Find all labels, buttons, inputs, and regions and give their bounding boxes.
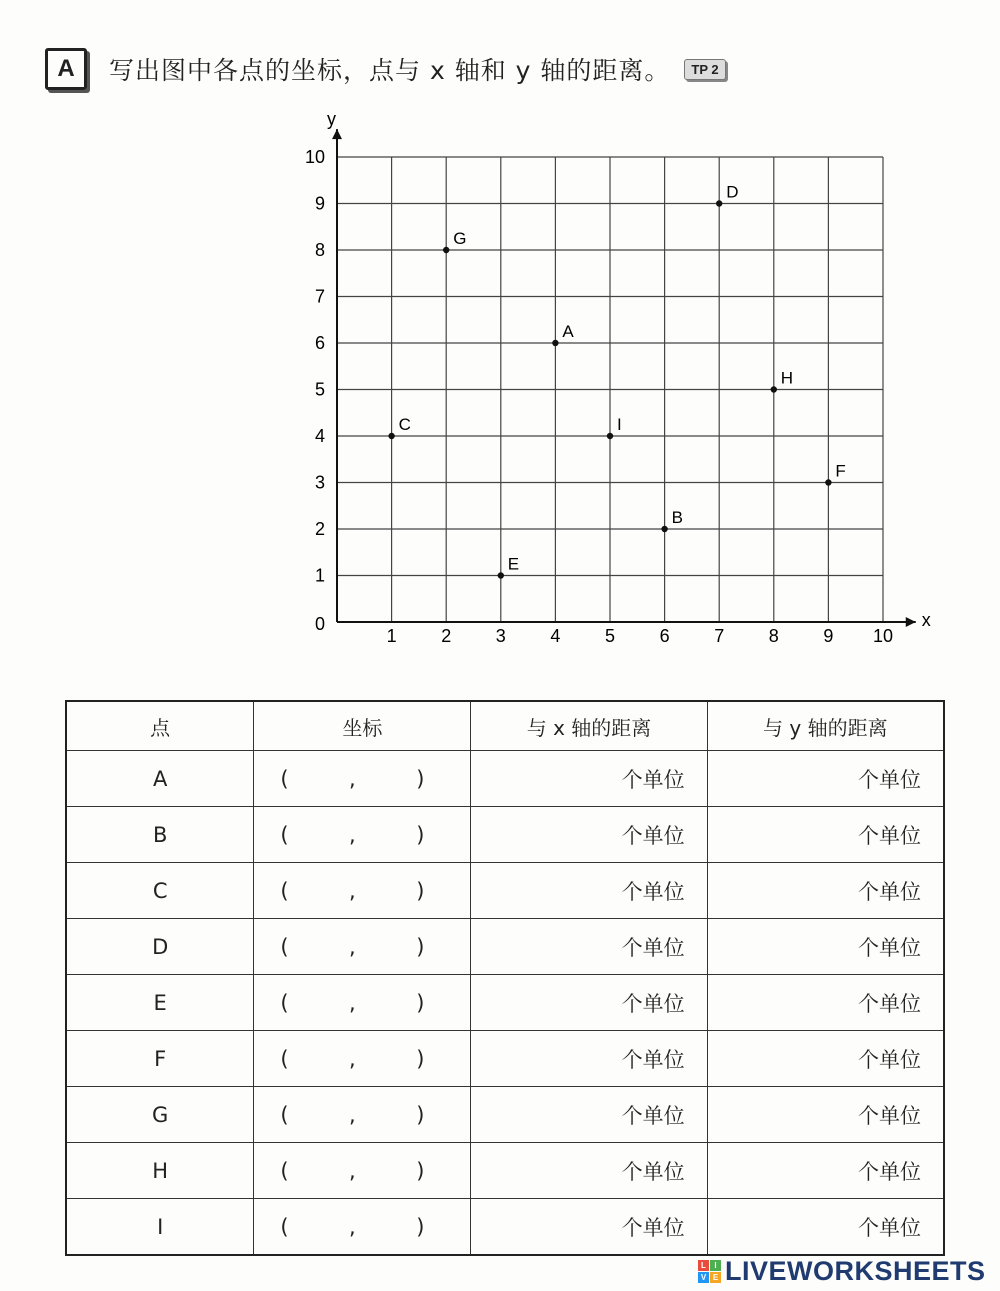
point-name: C — [66, 863, 254, 919]
point-name: G — [66, 1087, 254, 1143]
unit-label: 个单位 — [621, 823, 685, 848]
point-A — [552, 340, 558, 346]
point-label-E: E — [507, 554, 520, 574]
unit-label: 个单位 — [621, 1047, 685, 1072]
y-axis-arrow — [332, 129, 342, 139]
column-header: 点 — [66, 701, 254, 751]
comma: , — [349, 766, 356, 791]
point-name: D — [66, 919, 254, 975]
x-tick-label: 5 — [604, 626, 616, 646]
logo-block: L — [698, 1260, 709, 1271]
point-label-C: C — [398, 415, 411, 434]
column-header: 坐标 — [254, 701, 471, 751]
liveworksheets-logo — [698, 1256, 986, 1287]
paren-open: ( — [280, 766, 289, 791]
y-distance-answer[interactable] — [707, 1199, 944, 1256]
paren-open: ( — [280, 1214, 289, 1239]
table-row — [66, 1031, 944, 1087]
logo-block: V — [698, 1272, 709, 1283]
point-B — [661, 526, 667, 532]
x-tick-label: 3 — [495, 626, 506, 646]
y-tick-label: 8 — [314, 240, 325, 260]
point-I — [607, 433, 613, 439]
paren-open: ( — [280, 1046, 289, 1071]
unit-label: 个单位 — [858, 991, 921, 1016]
point-label-B: B — [671, 508, 683, 527]
paren-close: ) — [416, 1214, 425, 1239]
point-label-A: A — [562, 322, 574, 341]
y-tick-label: 9 — [314, 193, 325, 214]
point-label-H: H — [780, 368, 794, 388]
point-name: H — [66, 1143, 254, 1199]
x-tick-label: 2 — [441, 626, 452, 646]
column-header: 与 x 轴的距离 — [471, 701, 707, 751]
point-E — [498, 572, 504, 578]
y-distance-answer[interactable] — [707, 1087, 944, 1143]
y-tick-label: 2 — [314, 519, 325, 539]
coordinate-answer[interactable] — [254, 751, 471, 807]
point-label-F: F — [835, 461, 846, 481]
x-distance-answer[interactable] — [471, 751, 707, 807]
paren-close: ) — [416, 990, 425, 1015]
paren-open: ( — [280, 1158, 289, 1183]
unit-label: 个单位 — [621, 1159, 685, 1184]
table-row — [66, 807, 944, 863]
comma: , — [349, 1214, 356, 1239]
comma: , — [349, 1158, 356, 1183]
point-name: B — [66, 807, 254, 863]
x-distance-answer[interactable] — [471, 807, 707, 863]
x-distance-answer[interactable] — [471, 919, 707, 975]
x-tick-label: 9 — [823, 626, 834, 646]
x-distance-answer[interactable] — [471, 1087, 707, 1143]
y-axis-label: y — [327, 109, 336, 130]
y-distance-answer[interactable] — [707, 919, 944, 975]
x-tick-label: 8 — [768, 626, 779, 646]
exercise-badge: A — [45, 48, 87, 90]
answer-table — [65, 700, 945, 1256]
table-row — [66, 751, 944, 807]
table-row — [66, 863, 944, 919]
paren-close: ) — [416, 934, 425, 959]
point-F — [825, 479, 831, 485]
column-header: 与 y 轴的距离 — [707, 701, 944, 751]
table-row — [66, 1087, 944, 1143]
x-distance-answer[interactable] — [471, 1143, 707, 1199]
point-G — [443, 247, 449, 253]
origin-label: 0 — [315, 614, 326, 634]
point-C — [388, 433, 394, 439]
unit-label: 个单位 — [621, 879, 685, 904]
unit-label: 个单位 — [621, 1215, 685, 1240]
paren-open: ( — [280, 878, 289, 903]
y-tick-label: 5 — [314, 379, 325, 400]
point-label-D: D — [726, 182, 739, 202]
logo-block: E — [710, 1272, 721, 1283]
table-row — [66, 919, 944, 975]
exercise-title: 写出图中各点的坐标，点与 x 轴和 y 轴的距离。 — [109, 56, 671, 85]
coordinate-answer[interactable] — [254, 919, 471, 975]
x-axis-label: x — [921, 610, 931, 630]
comma: , — [349, 878, 356, 903]
table-row — [66, 1143, 944, 1199]
comma: , — [349, 822, 356, 847]
paren-open: ( — [280, 1102, 289, 1127]
point-label-I: I — [617, 415, 622, 434]
coordinate-answer[interactable] — [254, 1199, 471, 1256]
unit-label: 个单位 — [858, 1103, 921, 1128]
y-tick-label: 6 — [314, 333, 325, 353]
y-distance-answer[interactable] — [707, 863, 944, 919]
y-distance-answer[interactable] — [707, 751, 944, 807]
y-distance-answer[interactable] — [707, 1031, 944, 1087]
x-tick-label: 1 — [386, 626, 397, 646]
y-tick-label: 1 — [314, 565, 325, 586]
point-name: E — [66, 975, 254, 1031]
y-tick-label: 10 — [304, 147, 325, 167]
x-tick-label: 4 — [550, 626, 561, 646]
unit-label: 个单位 — [858, 935, 921, 960]
paren-close: ) — [416, 766, 425, 791]
paren-open: ( — [280, 822, 289, 847]
point-H — [771, 386, 777, 392]
unit-label: 个单位 — [858, 1215, 921, 1240]
unit-label: 个单位 — [621, 991, 685, 1016]
unit-label: 个单位 — [621, 767, 685, 792]
comma: , — [349, 934, 356, 959]
coordinate-answer[interactable] — [254, 807, 471, 863]
comma: , — [349, 1102, 356, 1127]
paren-open: ( — [280, 934, 289, 959]
y-tick-label: 4 — [314, 426, 325, 446]
coordinate-answer[interactable] — [254, 1087, 471, 1143]
unit-label: 个单位 — [858, 1159, 921, 1184]
paren-close: ) — [416, 822, 425, 847]
unit-label: 个单位 — [621, 1103, 685, 1128]
x-tick-label: 6 — [659, 626, 670, 646]
x-axis-arrow — [906, 617, 916, 627]
paren-open: ( — [280, 990, 289, 1015]
paren-close: ) — [416, 1046, 425, 1071]
x-distance-answer[interactable] — [471, 1031, 707, 1087]
point-label-G: G — [453, 229, 467, 248]
y-distance-answer[interactable] — [707, 1143, 944, 1199]
logo-blocks — [698, 1260, 721, 1283]
y-tick-label: 3 — [314, 472, 325, 493]
y-tick-label: 7 — [314, 286, 325, 307]
coordinate-answer[interactable] — [254, 975, 471, 1031]
paren-close: ) — [416, 878, 425, 903]
coordinate-answer[interactable] — [254, 1031, 471, 1087]
coordinate-answer[interactable] — [254, 1143, 471, 1199]
x-distance-answer[interactable] — [471, 863, 707, 919]
paren-close: ) — [416, 1158, 425, 1183]
x-distance-answer[interactable] — [471, 975, 707, 1031]
unit-label: 个单位 — [858, 823, 921, 848]
x-tick-label: 7 — [714, 626, 725, 646]
y-distance-answer[interactable] — [707, 975, 944, 1031]
logo-block: I — [710, 1260, 721, 1271]
y-distance-answer[interactable] — [707, 807, 944, 863]
unit-label: 个单位 — [858, 879, 921, 904]
unit-label: 个单位 — [858, 1047, 921, 1072]
table-row — [66, 975, 944, 1031]
logo-text: LIVEWORKSHEETS — [725, 1256, 986, 1286]
paren-close: ) — [416, 1102, 425, 1127]
unit-label: 个单位 — [858, 767, 921, 792]
x-distance-answer[interactable] — [471, 1199, 707, 1256]
point-D — [716, 200, 722, 206]
unit-label: 个单位 — [621, 935, 685, 960]
x-tick-label: 10 — [872, 626, 894, 646]
comma: , — [349, 1046, 356, 1071]
point-name: I — [66, 1199, 254, 1256]
comma: , — [349, 990, 356, 1015]
tp-tag: TP 2 — [684, 59, 725, 80]
point-name: F — [66, 1031, 254, 1087]
coordinate-answer[interactable] — [254, 863, 471, 919]
point-name: A — [66, 751, 254, 807]
table-row — [66, 1199, 944, 1256]
